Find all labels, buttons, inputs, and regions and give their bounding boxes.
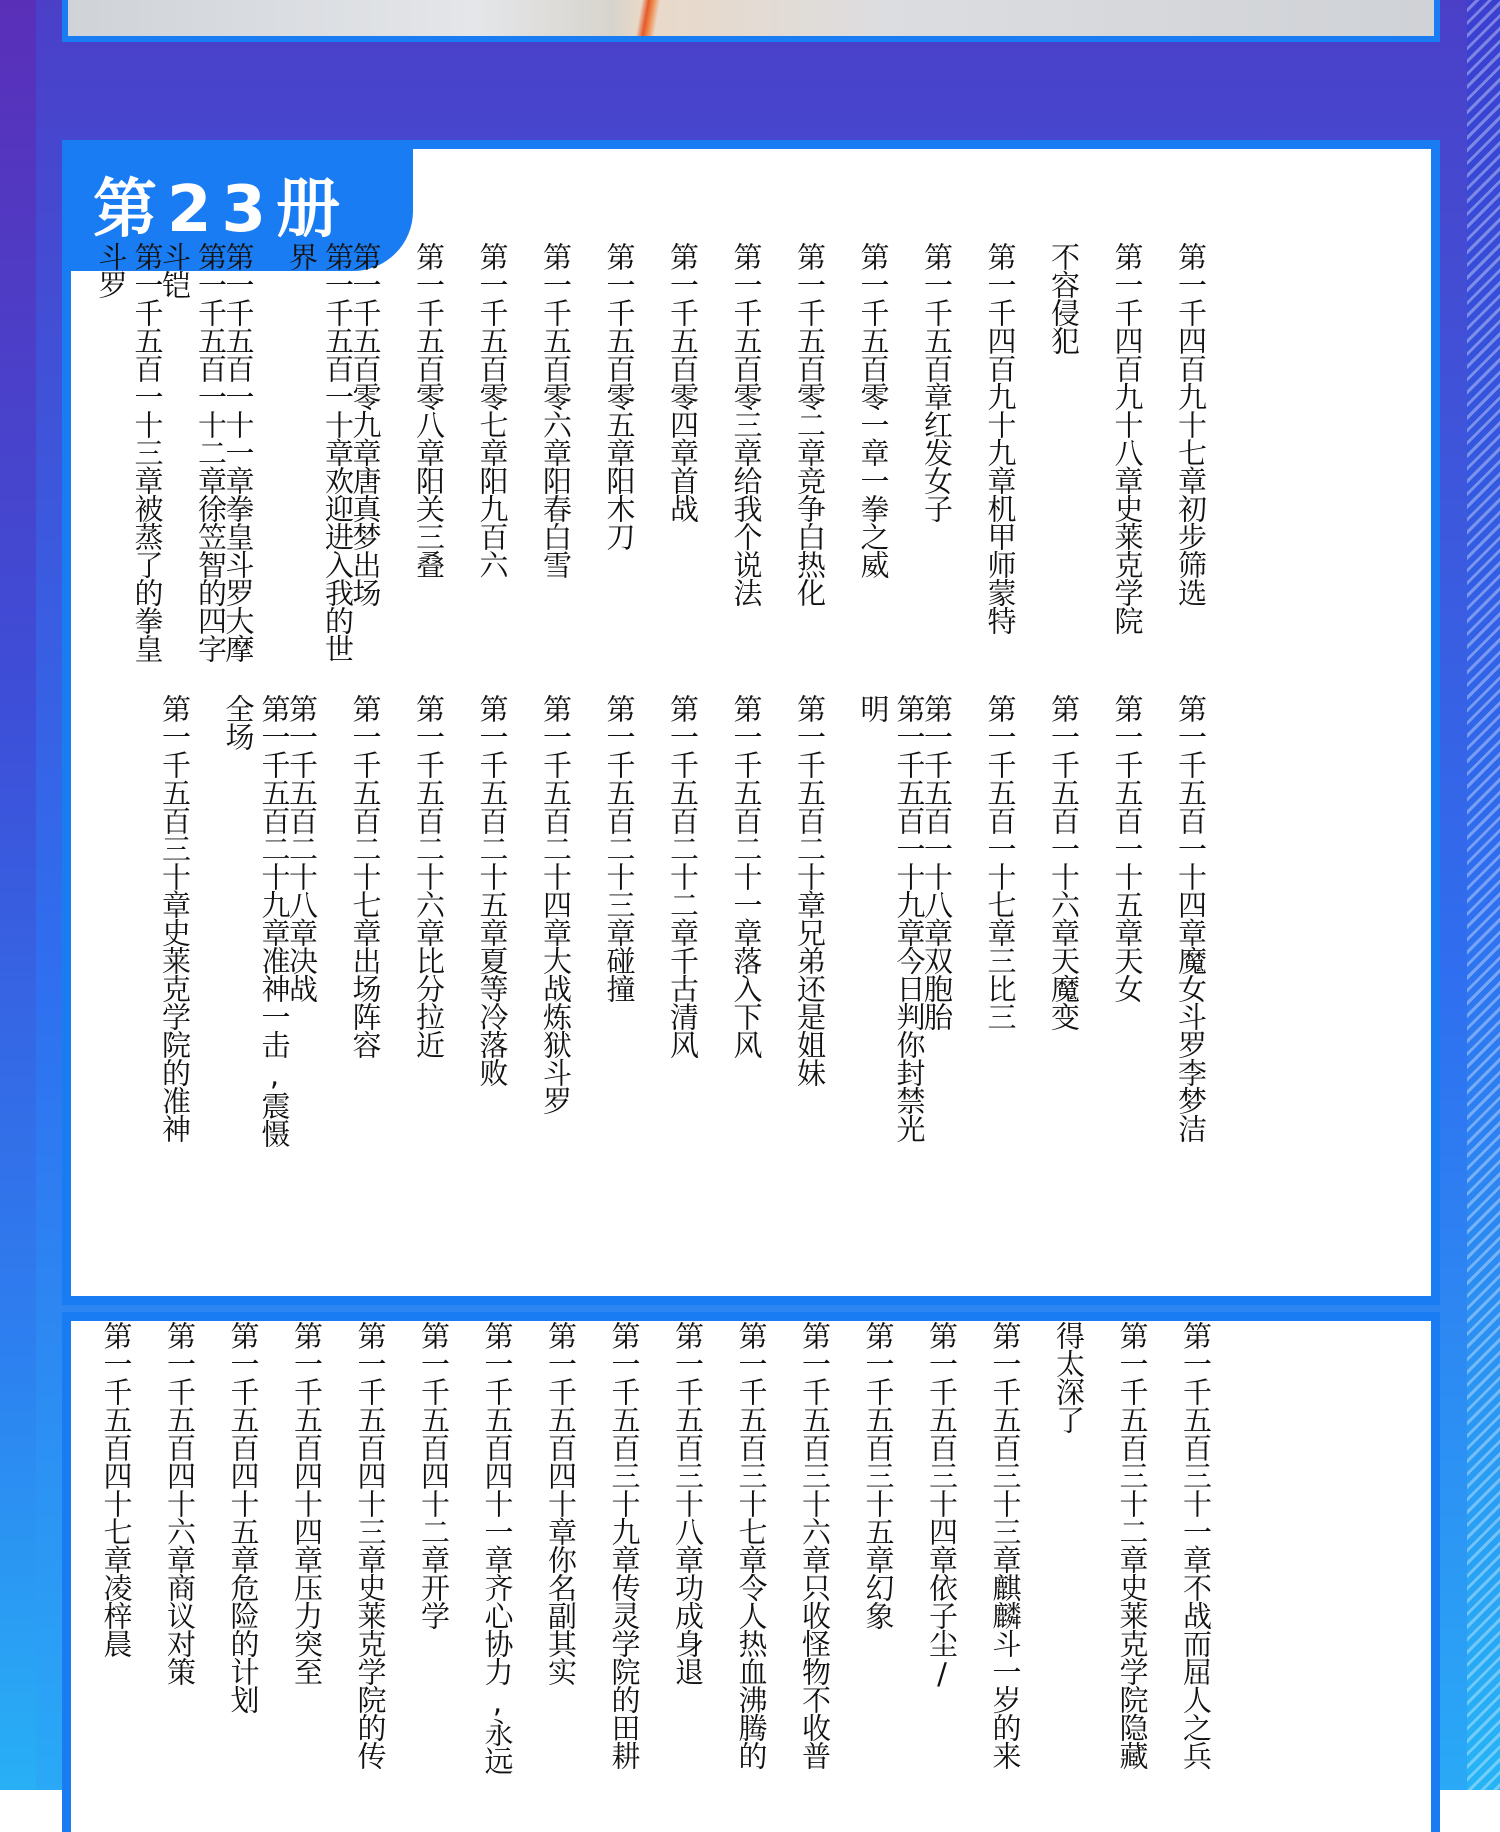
chapter-title: 第一千五百一十二章徐笠智的四字斗铠 — [158, 242, 228, 662]
chapter-title: 第一千五百三十四章依子尘/ — [925, 1321, 959, 1690]
chapter-title: 第一千五百四十二章开学 — [417, 1321, 451, 1629]
chapter-title: 第一千五百零七章阳九百六 — [475, 242, 510, 578]
chapter-title: 第一千五百三十七章令人热血沸腾的 — [734, 1321, 769, 1769]
chapter-title: 第一千五百二十章兄弟还是姐妹 — [793, 694, 827, 1086]
chapter-title: 第一千五百二十九章准神一击,震慑全场 — [221, 694, 292, 1147]
chapter-title: 第一千五百二十三章碰撞 — [602, 694, 637, 1002]
chapter-title: 第一千五百一十三章被蒸了的拳皇斗罗 — [94, 242, 165, 662]
chapter-title: 第一千五百四十七章凌梓晨 — [99, 1321, 134, 1657]
chapter-title: 得太深了 — [1052, 1321, 1086, 1433]
volume-23-panel — [62, 140, 1440, 1305]
chapter-title: 第一千五百四十五章危险的计划 — [226, 1321, 261, 1713]
chapter-title: 第一千五百零五章阳木刀 — [602, 242, 637, 550]
chapter-title: 第一千五百三十八章功成身退 — [671, 1321, 705, 1685]
chapter-title: 第一千五百三十二章史莱克学院隐藏 — [1115, 1321, 1150, 1769]
chapter-title: 第一千五百二十四章大战炼狱斗罗 — [539, 694, 573, 1114]
chapter-title: 第一千五百四十章你名副其实 — [544, 1321, 578, 1685]
chapter-title: 第一千四百九十七章初步筛选 — [1174, 242, 1208, 606]
chapter-title: 第一千五百一十八章双胞胎 — [920, 694, 954, 1030]
chapter-title: 第一千五百零六章阳春白雪 — [539, 242, 573, 578]
chapter-title: 第一千五百三十六章只收怪物不收普 — [798, 1321, 832, 1769]
chapter-title: 第一千五百零八章阳关三叠 — [412, 242, 446, 578]
chapter-title: 第一千五百二十七章出场阵容 — [348, 694, 383, 1058]
chapter-title: 第一千五百三十一章不战而屈人之兵 — [1179, 1321, 1213, 1769]
chapter-title: 第一千五百三十章史莱克学院的准神 — [158, 694, 192, 1142]
chapter-title: 第一千五百三十三章麒麟斗一岁的来 — [988, 1321, 1023, 1769]
chapter-title: 第一千五百四十四章压力突至 — [290, 1321, 324, 1685]
image-detail — [628, 0, 668, 36]
chapter-title: 第一千五百零三章给我个说法 — [729, 242, 764, 606]
chapter-title: 第一千五百一十章欢迎进入我的世界 — [285, 242, 355, 662]
chapter-title: 第一千五百一十五章天女 — [1110, 694, 1145, 1002]
next-panel — [62, 1312, 1440, 1832]
chapter-title: 第一千五百四十六章商议对策 — [163, 1321, 197, 1685]
chapter-title: 第一千五百零二章竞争白热化 — [793, 242, 827, 606]
chapter-title: 第一千五百一十七章三比三 — [983, 694, 1018, 1030]
chapter-title: 第一千四百九十九章机甲师蒙特 — [983, 242, 1018, 634]
chapter-title: 第一千五百二十二章千古清风 — [666, 694, 700, 1058]
chapter-title: 第一千五百一十九章今日判你封禁光明 — [856, 694, 927, 1142]
chapter-title: 不容侵犯 — [1047, 242, 1081, 354]
chapter-title: 第一千五百章红发女子 — [920, 242, 954, 522]
chapter-title: 第一千五百零一章一拳之威 — [856, 242, 891, 578]
volume-title: 第23册 — [71, 149, 413, 271]
chapter-title: 第一千五百二十六章比分拉近 — [412, 694, 446, 1058]
chapter-title: 第一千五百三十九章传灵学院的田耕 — [607, 1321, 642, 1769]
chapter-title: 第一千五百二十八章决战 — [285, 694, 319, 1002]
chapter-title: 第一千五百四十三章史莱克学院的传 — [353, 1321, 388, 1769]
chapter-title: 第一千四百九十八章史莱克学院 — [1110, 242, 1145, 634]
previous-panel-image — [62, 0, 1440, 42]
chapter-title: 第一千五百零四章首战 — [666, 242, 700, 522]
chapter-title: 第一千五百一十一章拳皇斗罗大摩 — [221, 242, 256, 662]
chapter-title: 第一千五百三十五章幻象 — [861, 1321, 896, 1629]
chapter-title: 第一千五百四十一章齐心协力,永远 — [480, 1321, 515, 1774]
chapter-title: 第一千五百二十一章落入下风 — [729, 694, 764, 1058]
chapter-title: 第一千五百二十五章夏等冷落败 — [475, 694, 510, 1086]
left-decorative-border — [0, 0, 36, 1790]
chapter-title: 第一千五百零九章唐真梦出场 — [348, 242, 383, 606]
right-decorative-border — [1467, 0, 1500, 1790]
chapter-title: 第一千五百一十四章魔女斗罗李梦洁 — [1174, 694, 1208, 1142]
chapter-title: 第一千五百一十六章天魔变 — [1047, 694, 1081, 1030]
